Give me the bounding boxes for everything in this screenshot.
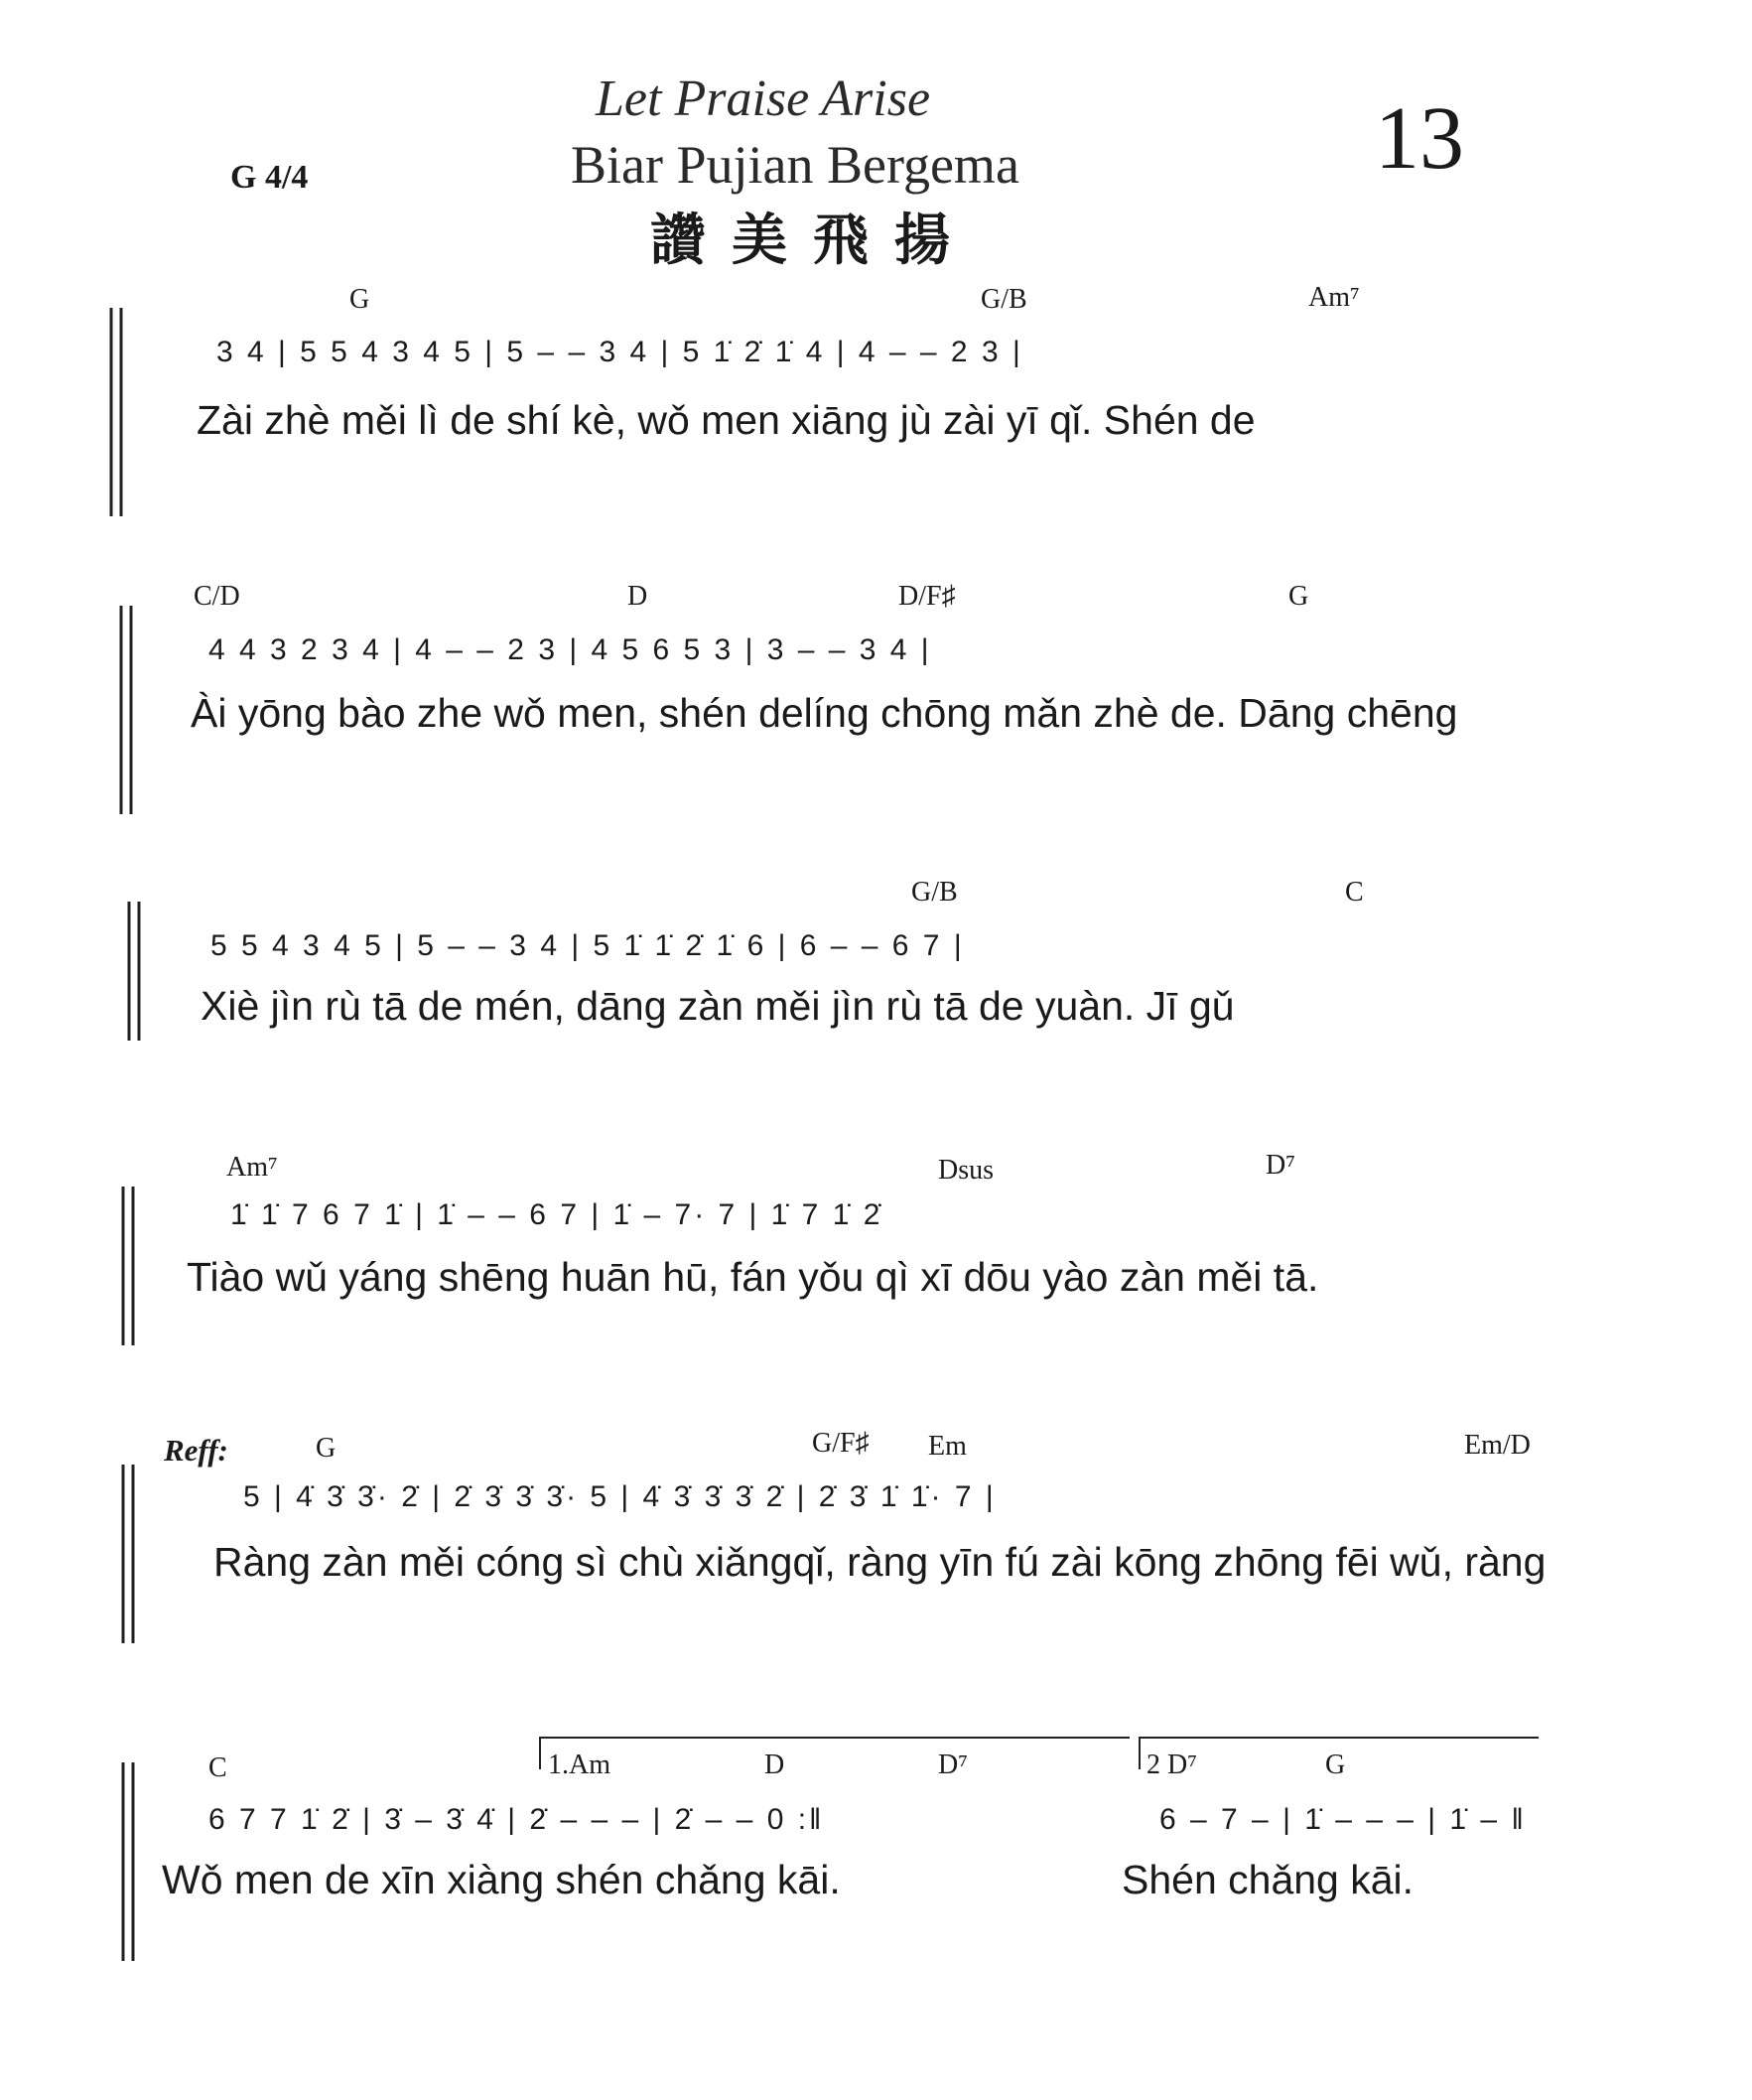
notation-line: 5 | 4̇ 3̇ 3̇· 2̇ | 2̇ 3̇ 3̇ 3̇· 5 | 4̇ 3̇ 3̇ 3̇ 2̇ | 2̇ 3̇ 1̇ 1̇· 7 | <box>243 1480 997 1513</box>
chord-label: Em/D <box>1464 1430 1531 1461</box>
notation-line: 3 4 | 5 5 4 3 4 5 | 5 – – 3 4 | 5 1̇ 2̇ 1̇ 4 | 4 – – 2 3 | <box>216 336 1023 368</box>
chord-label: Em <box>928 1431 967 1462</box>
volta-2-chord: 2 D⁷ <box>1146 1750 1197 1780</box>
chord-label: D⁷ <box>1266 1150 1295 1181</box>
song-number: 13 <box>1375 89 1464 188</box>
chord-label: D/F♯ <box>898 581 956 612</box>
lyric-line: Ràng zàn měi cóng sì chù xiǎngqǐ, ràng yīn fú zài kōng zhōng fēi wǔ, ràng <box>213 1539 1547 1585</box>
volta-brackets <box>536 1734 1549 1773</box>
chord-label: Dsus <box>938 1155 995 1186</box>
title-indonesian: Biar Pujian Bergema <box>571 135 1019 195</box>
notation-line-first-ending: 6 7 7 1̇ 2̇ | 3̇ – 3̇ 4̇ | 2̇ – – – | 2̇ – – 0 :‖ <box>208 1803 825 1836</box>
lyric-line: Tiào wǔ yáng shēng huān hū, fán yǒu qì xī dōu yào zàn měi tā. <box>187 1254 1319 1300</box>
chord-label: G <box>316 1433 337 1464</box>
notation-line-second-ending: 6 – 7 – | 1̇ – – – | 1̇ – ‖ <box>1159 1803 1527 1836</box>
staff-row-1 <box>0 278 1752 516</box>
title-english: Let Praise Arise <box>596 70 931 127</box>
notation-line: 1̇ 1̇ 7 6 7 1̇ | 1̇ – – 6 7 | 1̇ – 7· 7 | 1̇ 7 1̇ 2̇ <box>230 1198 883 1231</box>
staff-bracket <box>99 308 129 516</box>
chord-label: Am⁷ <box>1308 282 1360 313</box>
staff-bracket <box>109 606 139 814</box>
lyric-line: Zài zhè měi lì de shí kè, wǒ men xiāng jù zài yī qǐ. Shén de <box>197 397 1256 443</box>
title-chinese: 讚美飛揚 <box>650 209 976 273</box>
chord-label: D <box>627 581 648 612</box>
staff-bracket <box>111 1465 141 1643</box>
chord-label: C <box>1345 877 1364 908</box>
notation-line: 4 4 3 2 3 4 | 4 – – 2 3 | 4 5 6 5 3 | 3 – – 3 4 | <box>208 633 932 666</box>
chord-label: G/B <box>981 284 1027 315</box>
staff-row-6 <box>0 1718 1752 1976</box>
chorus-label: Reff: <box>164 1433 228 1468</box>
volta-1-chord: 1.Am <box>548 1750 610 1780</box>
chord-label: D⁷ <box>938 1750 968 1780</box>
chord-label: G/F♯ <box>812 1428 870 1459</box>
chord-label: G <box>1325 1750 1346 1780</box>
staff-bracket <box>111 1187 141 1345</box>
staff-row-4 <box>0 1147 1752 1385</box>
key-signature: G 4/4 <box>230 159 309 196</box>
chord-label: C <box>208 1752 227 1783</box>
chord-label: C/D <box>194 581 240 612</box>
staff-row-3 <box>0 872 1752 1110</box>
chord-label: Am⁷ <box>226 1152 278 1183</box>
lyric-line: Xiè jìn rù tā de mén, dāng zàn měi jìn rù tā de yuàn. Jī gǔ <box>201 983 1235 1029</box>
staff-bracket <box>117 902 147 1041</box>
lyric-line: Ài yōng bào zhe wǒ men, shén delíng chōng mǎn zhè de. Dāng chēng <box>191 690 1458 736</box>
staff-row-2 <box>0 576 1752 814</box>
notation-line: 5 5 4 3 4 5 | 5 – – 3 4 | 5 1̇ 1̇ 2̇ 1̇ 6 | 6 – – 6 7 | <box>210 929 965 962</box>
chord-label: G/B <box>911 877 958 908</box>
chord-label: G <box>349 284 370 315</box>
chord-label: G <box>1288 581 1309 612</box>
lyric-line: Shén chǎng kāi. <box>1122 1857 1415 1902</box>
staff-row-5-chorus <box>0 1425 1752 1663</box>
chord-label: D <box>764 1750 785 1780</box>
staff-bracket <box>111 1762 141 1961</box>
lyric-line: Wǒ men de xīn xiàng shén chǎng kāi. <box>162 1857 841 1902</box>
